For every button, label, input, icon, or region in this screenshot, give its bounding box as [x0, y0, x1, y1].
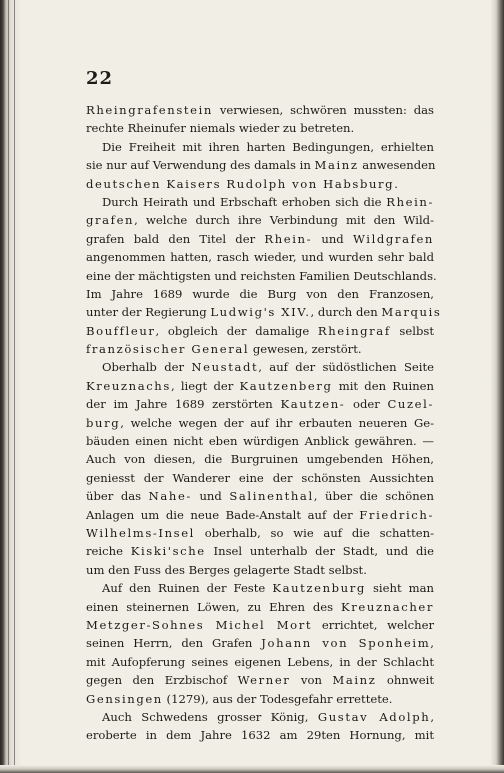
spaced-name: Cuzel-: [387, 397, 434, 412]
spaced-name: Johann von Sponheim: [261, 636, 431, 651]
spaced-name: Wildgrafen: [352, 231, 434, 246]
text-line: [86, 230, 434, 248]
text-segment: geniesst der Wanderer eine der schönsten Aussichten: [86, 470, 434, 485]
text-segment: oberhalb, so wie auf die schatten-: [195, 525, 434, 540]
text-segment: bäuden einen nicht eben würdigen Anblick gewähren. —: [86, 434, 434, 449]
text-line: [86, 598, 434, 616]
text-line: [86, 156, 434, 174]
spaced-name: Metzger-Sohnes Michel Mort: [86, 617, 313, 632]
text-segment: ,: [430, 636, 434, 651]
text-segment: Anlagen um die neue Bade-Anstalt auf der: [86, 507, 360, 522]
spaced-name: Mainz: [314, 158, 359, 173]
text-segment: , welche wegen der auf ihr erbauten neueren Ge-: [120, 415, 434, 430]
gutter-line: [8, 0, 9, 773]
text-line: [86, 303, 442, 321]
book-spine-shadow: [0, 0, 22, 773]
text-line: [86, 193, 434, 211]
text-segment: mit den Ruinen: [332, 378, 434, 393]
text-segment: Im Jahre 1689 wurde die Burg von den Franzosen,: [86, 286, 434, 301]
text-line: [86, 726, 434, 744]
spaced-name: Rheingrafenstein: [86, 103, 213, 117]
text-segment: Oberhalb der: [102, 360, 192, 375]
text-line: [86, 487, 434, 505]
text-line: [86, 322, 434, 340]
text-segment: Auch von diesen, die Burgruinen umgebenden Höhen,: [86, 452, 434, 467]
spaced-name: Kautzenburg: [272, 581, 366, 596]
spaced-name: Rhein-: [264, 231, 313, 246]
page-edge-right: [490, 0, 504, 773]
text-segment: ohnweit: [376, 673, 434, 688]
text-segment: Auch Schwedens grosser König,: [102, 709, 318, 724]
page-body-text: [86, 101, 442, 745]
text-segment: sieht man: [365, 581, 435, 596]
text-line: [86, 175, 434, 193]
text-segment: einen steinernen Löwen, zu Ehren des: [86, 599, 342, 614]
page-edge-bottom: [0, 765, 504, 773]
spaced-name: französischer General: [86, 342, 250, 357]
text-segment: selbst: [390, 323, 434, 338]
text-segment: von: [290, 673, 333, 688]
text-line: [86, 432, 434, 450]
spaced-name: Rhein-: [386, 194, 434, 209]
text-segment: , welche durch ihre Verbindung mit den Wild-: [134, 213, 434, 228]
text-line: [86, 119, 434, 137]
text-segment: unter der Regierung: [86, 305, 211, 320]
spaced-name: Boufflеur: [86, 323, 156, 338]
spaced-name: Wilhelms-Insel: [86, 525, 195, 540]
text-segment: Durch Heirath und Erbschaft erhoben sich die: [102, 194, 387, 209]
spaced-name: Kiski'sche: [130, 544, 206, 559]
text-line: [86, 671, 434, 689]
text-segment: mit Aufopferung seines eigenen Lebens, in der Schlacht: [86, 654, 434, 669]
text-segment: , durch den: [310, 305, 382, 320]
text-segment: , liegt der: [170, 378, 240, 393]
text-line: [86, 395, 434, 413]
text-line: [86, 579, 434, 597]
text-segment: um den Fuss des Berges gelagerte Stadt selbst.: [86, 562, 367, 577]
spaced-name: Kautzenberg: [239, 378, 333, 393]
text-line: [86, 340, 434, 358]
text-line: [86, 285, 434, 303]
text-segment: , auf der südöstlichen Seite: [258, 360, 434, 375]
text-segment: anwesenden: [358, 158, 436, 173]
text-segment: ,: [430, 709, 434, 724]
text-line: [86, 690, 434, 708]
text-segment: gegen den Erzbischof: [86, 673, 238, 688]
spaced-name: Marquis: [381, 305, 442, 320]
text-segment: angenommen hatten, rasch wieder, und wurden sehr bald: [86, 250, 434, 265]
text-segment: sie nur auf Verwendung des damals in: [86, 158, 315, 173]
text-segment: , obgleich der damalige: [155, 323, 318, 338]
text-line: [86, 708, 434, 726]
text-line: [86, 634, 434, 652]
text-line: [86, 506, 434, 524]
text-segment: reiche: [86, 544, 131, 559]
spaced-name: Kreuznachs: [86, 378, 171, 393]
text-segment: über das: [86, 489, 149, 504]
text-line: [86, 561, 434, 579]
text-segment: gewesen, zerstört.: [249, 342, 362, 357]
text-line: [86, 414, 434, 432]
text-line: [86, 653, 434, 671]
text-segment: verwiesen, schwören mussten: das: [212, 103, 434, 117]
gutter-line: [14, 0, 15, 773]
spaced-name: Salinenthal: [229, 489, 314, 504]
text-segment: seinen Herrn, den Grafen: [86, 636, 262, 651]
text-line: [86, 524, 434, 542]
spaced-name: Gensingen: [86, 691, 163, 706]
text-segment: eine der mächtigsten und reichsten Familien Deutschlands.: [86, 268, 437, 283]
text-line: [86, 211, 434, 229]
text-line: [86, 101, 434, 119]
spaced-name: Nahe-: [148, 489, 192, 504]
spaced-name: Kautzen-: [280, 397, 346, 412]
text-line: [86, 138, 434, 156]
text-segment: (1279), aus der Todesgefahr errettete.: [162, 691, 393, 706]
text-line: [86, 267, 437, 285]
text-line: [86, 542, 434, 560]
text-line: [86, 377, 434, 395]
spaced-name: Neustadt: [191, 360, 259, 375]
spaced-name: Gustav Adolph: [317, 709, 431, 724]
spaced-name: Friedrich-: [359, 507, 434, 522]
text-segment: eroberte in dem Jahre 1632 am 29ten Hornung, mit: [86, 728, 434, 743]
spaced-name: Werner: [237, 673, 291, 688]
spaced-name: Kreuznacher: [341, 599, 434, 614]
spaced-name: Ludwig's XIV.: [210, 305, 311, 320]
text-line: [86, 450, 434, 468]
text-segment: der im Jahre 1689 zerstörten: [86, 397, 281, 412]
text-segment: Auf den Ruinen der Feste: [102, 581, 273, 596]
spaced-name: deutschen Kaisers Rudolph von Habsburg.: [86, 176, 400, 191]
spaced-name: grafen: [86, 213, 135, 228]
text-segment: und: [312, 231, 353, 246]
text-segment: und: [191, 489, 230, 504]
text-line: [86, 469, 434, 487]
text-segment: errichtet, welcher: [312, 617, 434, 632]
spaced-name: Mainz: [332, 673, 377, 688]
text-segment: rechte Rheinufer niemals wieder zu betreten.: [86, 121, 355, 136]
spaced-name: burg: [86, 415, 121, 430]
text-segment: Die Freiheit mit ihren harten Bedingungen, erhielten: [102, 139, 434, 154]
text-segment: grafen bald den Titel der: [86, 231, 265, 246]
text-line: [86, 616, 434, 634]
text-segment: , über die schönen: [313, 489, 434, 504]
text-line: [86, 248, 434, 266]
text-segment: Insel unterhalb der Stadt, und die: [205, 544, 434, 559]
page-number: 22: [86, 68, 114, 89]
text-line: [86, 358, 434, 376]
spaced-name: Rheingraf: [317, 323, 391, 338]
text-segment: oder: [345, 397, 388, 412]
